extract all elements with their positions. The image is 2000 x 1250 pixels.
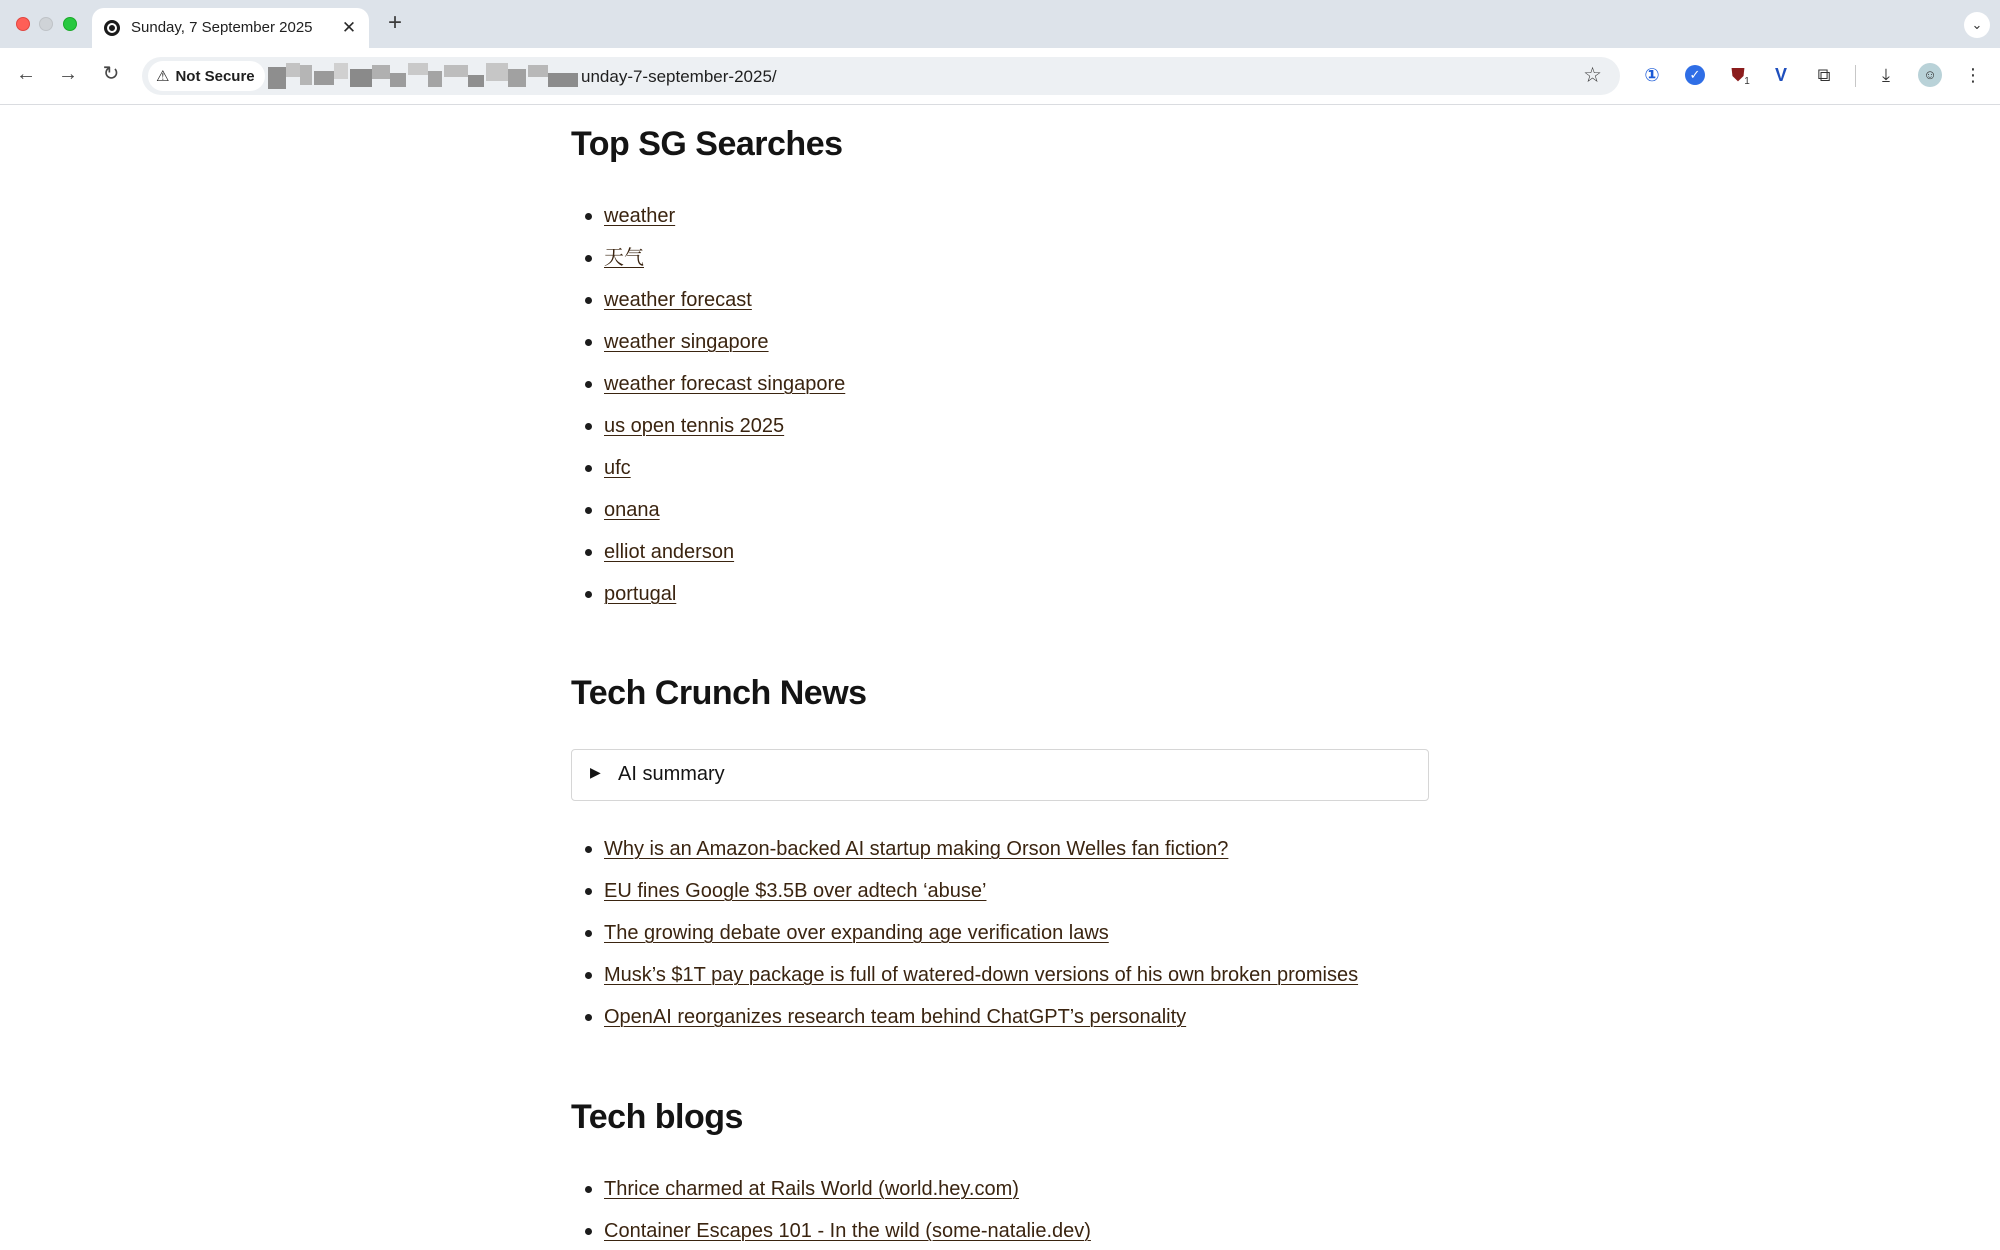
news-link[interactable]: Musk’s $1T pay package is full of watered-down versions of his own broken promises: [604, 964, 1359, 986]
search-link[interactable]: elliot anderson: [604, 541, 735, 563]
disclosure-triangle-icon: ▶: [590, 764, 601, 780]
list-item: [604, 954, 1358, 996]
search-link[interactable]: 天气: [604, 247, 644, 269]
news-link[interactable]: The growing debate over expanding age verification laws: [604, 922, 1109, 944]
tech-blogs-list: [571, 1168, 1091, 1250]
security-indicator[interactable]: [148, 61, 265, 91]
warning-icon: ⚠: [156, 68, 170, 85]
search-link[interactable]: weather forecast: [604, 289, 752, 311]
search-link[interactable]: weather singapore: [604, 331, 769, 353]
browser-menu-icon[interactable]: ⋮: [1964, 65, 1982, 85]
news-link[interactable]: EU fines Google $3.5B over adtech ‘abuse’: [604, 880, 987, 902]
toolbar-divider: [1855, 65, 1856, 87]
news-link[interactable]: Why is an Amazon-backed AI startup making Orson Welles fan fiction?: [604, 838, 1229, 860]
search-link[interactable]: onana: [604, 499, 660, 521]
new-tab-button[interactable]: +: [387, 9, 402, 36]
active-tab[interactable]: [92, 8, 369, 48]
search-link[interactable]: weather: [604, 205, 676, 227]
extensions-puzzle-icon[interactable]: ⧉: [1817, 65, 1831, 85]
search-link[interactable]: ufc: [604, 457, 631, 479]
tab-title: Sunday, 7 September 2025: [131, 19, 313, 36]
profile-avatar-icon[interactable]: ☺: [1918, 63, 1942, 87]
minimize-window-button[interactable]: [39, 17, 53, 31]
check-extension-icon[interactable]: ✓: [1685, 65, 1705, 85]
list-item: [604, 489, 845, 531]
bookmark-star-icon[interactable]: ☆: [1583, 64, 1602, 87]
maximize-window-button[interactable]: [63, 17, 77, 31]
list-item: [604, 363, 845, 405]
reload-button[interactable]: ↻: [102, 63, 120, 85]
shield-extension-icon[interactable]: ⛊: [1731, 65, 1745, 85]
downloads-icon[interactable]: ⤓: [1882, 65, 1890, 85]
search-link[interactable]: portugal: [604, 583, 677, 605]
tab-strip: [0, 0, 2000, 48]
back-button[interactable]: ←: [16, 63, 36, 85]
browser-toolbar: [0, 48, 2000, 105]
tech-crunch-list: [571, 828, 1358, 1038]
tab-close-icon[interactable]: ✕: [341, 18, 357, 37]
list-item: [604, 237, 845, 279]
list-item: [604, 996, 1358, 1038]
ai-summary-toggle[interactable]: [571, 749, 1429, 801]
list-item: [604, 531, 845, 573]
list-item: [604, 447, 845, 489]
tab-search-button[interactable]: ⌄: [1964, 12, 1990, 38]
list-item: [604, 1168, 1091, 1210]
list-item: [604, 912, 1358, 954]
list-item: [604, 279, 845, 321]
forward-button[interactable]: →: [58, 63, 78, 85]
sg-searches-heading: Top SG Searches: [571, 125, 843, 163]
password-manager-icon[interactable]: ①: [1644, 65, 1660, 85]
list-item: [604, 870, 1358, 912]
list-item: [604, 828, 1358, 870]
blog-link[interactable]: Thrice charmed at Rails World (world.hey.com): [604, 1178, 1019, 1200]
list-item: [604, 321, 845, 363]
security-label: Not Secure: [175, 67, 255, 85]
tech-crunch-heading: Tech Crunch News: [571, 674, 867, 712]
url-text: unday-7-september-2025/: [581, 67, 777, 86]
list-item: [604, 405, 845, 447]
redacted-url-segment: [268, 63, 578, 89]
address-bar[interactable]: [142, 57, 1620, 95]
page-content: [0, 105, 2000, 1250]
list-item: [604, 195, 845, 237]
ai-summary-label: AI summary: [618, 763, 725, 785]
close-window-button[interactable]: [16, 17, 30, 31]
site-favicon-icon: [104, 20, 120, 36]
search-link[interactable]: weather forecast singapore: [604, 373, 846, 395]
news-link[interactable]: OpenAI reorganizes research team behind ChatGPT’s personality: [604, 1006, 1187, 1028]
list-item: [604, 1210, 1091, 1250]
sg-searches-list: [571, 195, 845, 615]
tech-blogs-heading: Tech blogs: [571, 1098, 743, 1136]
list-item: [604, 573, 845, 615]
shield-badge-count: 1: [1744, 76, 1750, 87]
search-link[interactable]: us open tennis 2025: [604, 415, 785, 437]
v-extension-icon[interactable]: V: [1774, 65, 1787, 85]
blog-link[interactable]: Container Escapes 101 - In the wild (some-natalie.dev): [604, 1220, 1091, 1242]
